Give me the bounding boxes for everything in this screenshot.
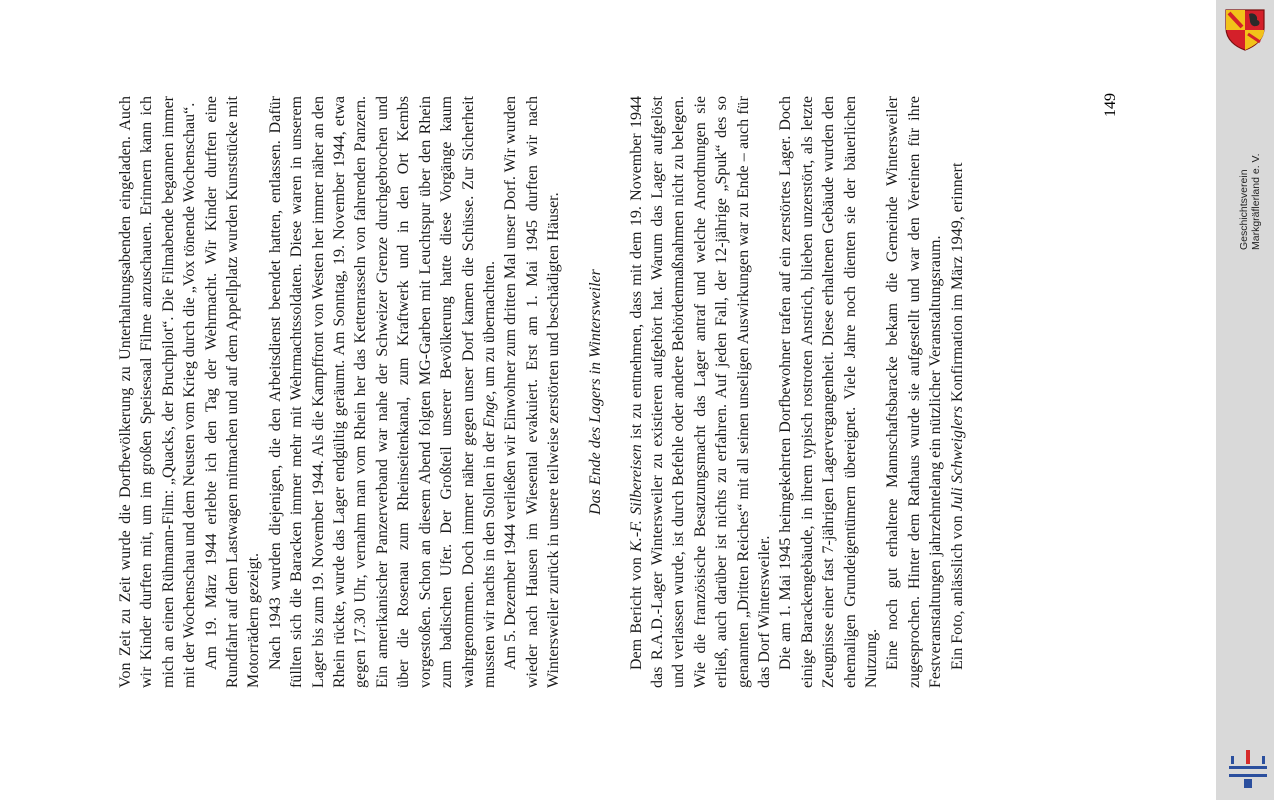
page-number: 149 [1102,93,1119,117]
paragraph-p6 [775,96,882,688]
paragraph-p5 [626,96,776,688]
paragraph-p8 [947,96,968,688]
society-name [1238,130,1268,250]
text-run: Nach 1943 wurden diejenigen, die den Arbeitsdienst beendet hatten, entlassen. Dafür füllten sich die Baracken immer mehr mit Wehrmachtssoldaten. Diese waren in unserem Lager bis zum 19. November 1944. Als die Kampffront von Westen her immer näher an den Rhein rückte, wurde das Lager endgültig geräumt. Am Sonntag, 19. November 1944, etwa gegen 17.30 Uhr, vernahm man vom Rhein her das Kettenrasseln von fahrenden Panzern. Ein amerikanischer Panzerverband war nahe der Schweizer Grenze durchgebrochen und über die Rosenau zum Rheinseitenkanal, zum Kraftwerk und in den Ort Kembs vorgestoßen. Schon an diesem Abend folgten MG-Garben mit Leuchtspur über den Rhein zum badischen Ufer. Der Großteil unserer Bevölkerung hatte diese Vorgänge kaum wahrgenommen. Doch immer näher gegen unser Dorf kamen die Schüsse. Zur Sicherheit mussten wir nachts in den Stollen in der [266,96,498,688]
text-run: Die am 1. Mai 1945 heimgekehrten Dorfbewohner trafen auf ein zerstörtes Lager. Doch einige Barackengebäude, in ihrem typisch rostroten Anstrich, blieben unzerstört, als letzte Zeugnisse einer fast 7-jährigen Lagervergangenheit. Diese erhaltenen Gebäude wurden den ehemaligen Grundeigentümern übereignet. Viele Jahre noch dienten sie der bäuerlichen Nutzung. [777,96,880,688]
text-run: Von Zeit zu Zeit wurde die Dorfbevölkerung zu Unterhaltungsabenden eingeladen. Auch wir Kinder durften mit, um im großen Speisesaal Filme anzuschauen. Erinnern kann ich mich an einen Rühmann-Film: „Quacks, der Bruchpilot“. Die Filmabende begannen immer mit der Wochenschau und dem Neusten vom Krieg durch die „Vox tönende Wochenschau“. [117,96,199,688]
paragraph-p3 [265,96,500,688]
text-run: Eine noch gut erhaltene Mannschaftsbaracke bekam die Gemeinde Wintersweiler zugesprochen. Hinter dem Rathaus wurde sie aufgestellt und war den Vereinen für ihre Festveranstaltungen jahrzehntelang ein nützlicher Veranstaltungsraum. [884,96,945,688]
section-heading: Das Ende des Lagers in Wintersweiler [586,269,604,515]
paragraph-p2 [201,96,265,688]
text-run: Am 19. März 1944 erlebte ich den Tag der Wehrmacht. Wir Kinder durften eine Rundfahrt auf dem Lastwagen mitmachen und auf dem Appellplatz wurden Kunststücke mit Motorrädern gezeigt. [202,96,263,688]
text-run: Dem Bericht von [627,551,645,670]
italic-text: Enge [480,394,498,428]
paragraph-p4 [500,96,564,688]
right-sidebar [1216,0,1274,800]
italic-text: K.-F. Silbereisen [627,444,645,552]
society-name-line1: Geschichtsverein [1238,169,1250,250]
text-run: ist zu entnehmen, dass mit dem 19. November 1944 das R.A.D.-Lager Wintersweiler zu existieren aufgehört hat. Warum das Lager aufgelöst und verlassen wurde, ist durch Befehle oder andere Behördenmaßnahmen nicht zu belegen. Wie die französische Besatzungsmacht das Lager antraf und welche Anordnungen sie erließ, auch darüber ist nichts zu erfahren. Auf jeden Fall, der 12-jährige „Spuk“ des so genannten „Dritten Reiches“ mit all seinen unseligen Auswirkungen war zu Ende – auch für das Dorf Wintersweiler. [627,95,773,688]
society-name-line2: Markgräflerland e. V. [1250,153,1262,250]
text-run: Ein Foto, anlässlich von [948,511,966,670]
paragraph-p7 [882,96,946,688]
text-run: Am 5. Dezember 1944 verließen wir Einwohner zum dritten Mal unser Dorf. Wir wurden wieder nach Hausen im Wiesental evakuiert. Erst am 1. Mai 1945 durften wir nach Wintersweiler zurück in unsere teilweise zerstörten und beschädigten Häuser. [502,96,563,688]
ub-freiburg-logo-icon [1226,746,1270,792]
text-run: Konfirmation im März 1949, erinnert [948,162,966,407]
paragraph-p1 [115,96,201,688]
text-run: , um zu übernachten. [480,260,498,395]
coat-of-arms-icon [1222,6,1268,52]
italic-text: Juli Schweiglers [948,406,966,512]
document-body [115,96,968,688]
